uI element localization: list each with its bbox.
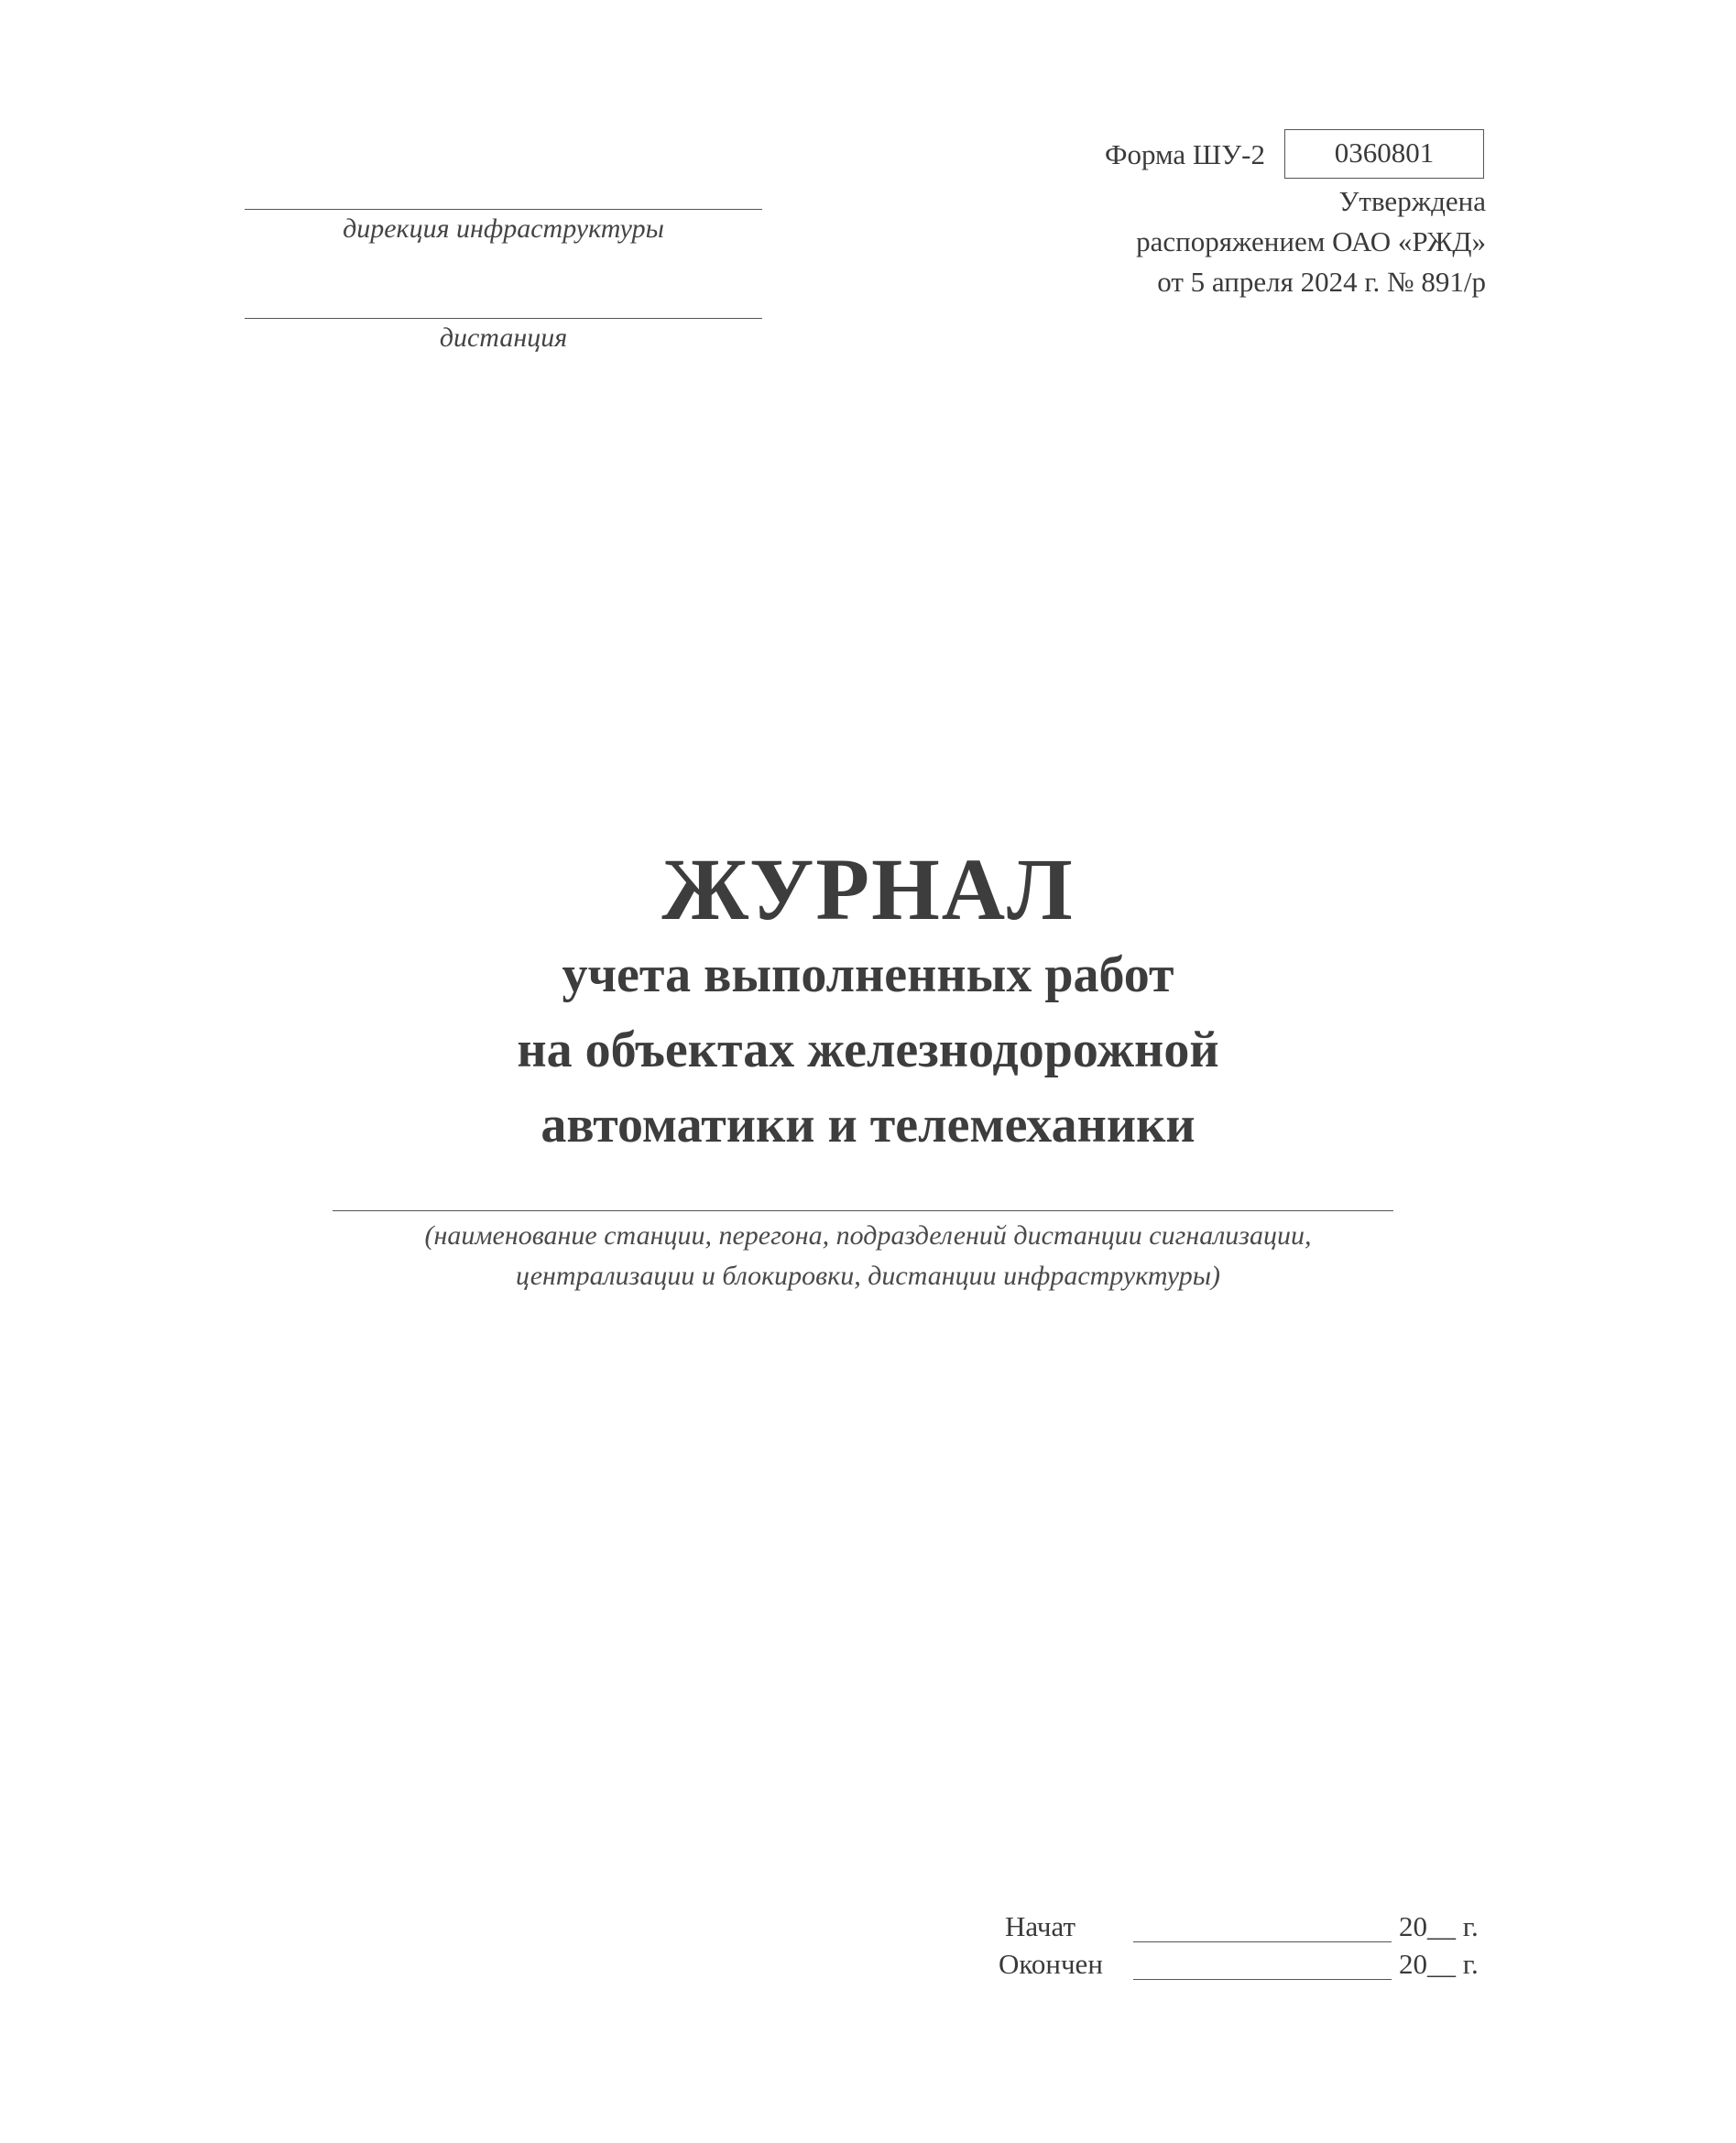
- started-date-blank[interactable]: [1133, 1941, 1392, 1942]
- finished-year: 20__ г.: [1399, 1948, 1479, 1980]
- distance-caption: дистанция: [439, 323, 568, 353]
- hint-line-2: централизации и блокировки, дистанции инфраструктуры): [515, 1261, 1221, 1291]
- approval-line-2: распоряжением ОАО «РЖД»: [1136, 225, 1486, 257]
- started-year: 20__ г.: [1399, 1910, 1479, 1942]
- subtitle-line-3: автоматики и телемеханики: [540, 1097, 1196, 1154]
- approval-line-1: Утверждена: [1338, 185, 1486, 217]
- finished-date-blank[interactable]: [1133, 1979, 1392, 1980]
- station-name-hint: [0, 1216, 1736, 1296]
- subtitle-line-1: учета выполненных работ: [562, 946, 1174, 1003]
- journal-title: ЖУРНАЛ: [661, 840, 1075, 938]
- station-name-blank-line[interactable]: [333, 1210, 1393, 1211]
- subtitle-line-2: на объектах железнодорожной: [517, 1022, 1219, 1078]
- form-label: Форма ШУ-2: [1105, 138, 1265, 170]
- started-label: Начат: [1005, 1910, 1076, 1942]
- finished-label: Окончен: [999, 1948, 1103, 1980]
- hint-line-1: (наименование станции, перегона, подразделений дистанции сигнализации,: [424, 1220, 1312, 1251]
- directorate-blank-line[interactable]: [245, 209, 762, 210]
- journal-subtitle: [0, 937, 1736, 1163]
- approval-line-3: от 5 апреля 2024 г. № 891/р: [1157, 266, 1486, 298]
- form-code-box: 0360801: [1284, 129, 1484, 179]
- directorate-caption: дирекция инфраструктуры: [343, 213, 664, 244]
- distance-blank-line[interactable]: [245, 318, 762, 319]
- approval-block: [1008, 181, 1486, 302]
